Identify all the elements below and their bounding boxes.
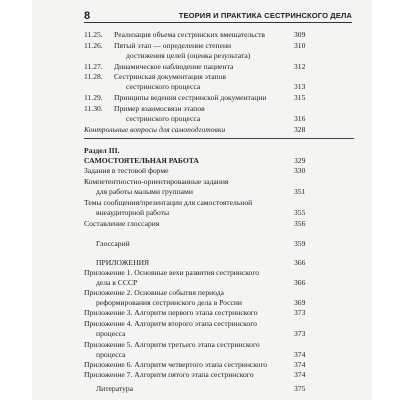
entry-number: 11.27. — [84, 62, 103, 71]
entry-number: 11.30. — [84, 104, 103, 113]
entry-number: 11.25. — [84, 30, 103, 39]
entry-title-cont: дела в СССР — [96, 278, 138, 287]
entry-title-cont: достижения целей (оценка результата) — [126, 51, 251, 60]
page-number: 8 — [84, 10, 91, 22]
entry-title: Пример взаимосвязи этапов — [114, 104, 205, 113]
entry-title: Темы сообщения/презентации для самостоятельной — [84, 198, 253, 207]
entry-title: Приложение 1. Основные вехи развития сестринского — [84, 268, 260, 277]
entry-page: 369 — [294, 298, 306, 307]
entry-page: 373 — [294, 308, 306, 317]
appendix-title: ПРИЛОЖЕНИЯ — [96, 258, 150, 267]
entry-title: Приложение 6. Алгоритм четвертого этапа сестринского — [84, 360, 268, 369]
entry-page: 329 — [294, 156, 306, 165]
entry-title: Реализация объема сестринских вмешательств — [114, 30, 265, 39]
entry-page: 366 — [294, 278, 306, 287]
entry-number: 11.26. — [84, 41, 103, 50]
entry-title-cont: для работы малыми группами — [96, 187, 193, 196]
entry-title: Контрольные вопросы для самоподготовки — [84, 125, 226, 134]
entry-title: Динамическое наблюдение пациента — [114, 62, 234, 71]
entry-page: 316 — [294, 114, 306, 123]
entry-page: 356 — [294, 219, 306, 228]
entry-title: Литература — [96, 384, 134, 393]
entry-title: Приложение 4. Алгоритм второго этапа сестринского — [84, 319, 257, 328]
entry-title: Компетентностно-ориентированные задания — [84, 177, 229, 186]
entry-title: Приложение 7. Алгоритм пятого этапа сестринского — [84, 370, 254, 379]
entry-page: 310 — [294, 41, 306, 50]
entry-page: 312 — [294, 62, 306, 71]
entry-page: 315 — [294, 93, 306, 102]
section-label: Раздел III. — [84, 146, 120, 155]
entry-title: Глоссарий — [96, 239, 130, 248]
book-page — [32, 0, 372, 400]
entry-page: 366 — [294, 258, 306, 267]
entry-title: Приложение 3. Алгоритм первого этапа сестринского — [84, 308, 258, 317]
entry-title-cont: процесса — [96, 350, 126, 359]
running-title: ТЕОРИЯ И ПРАКТИКА СЕСТРИНСКОГО ДЕЛА — [178, 11, 352, 20]
section-title: САМОСТОЯТЕЛЬНАЯ РАБОТА — [84, 156, 199, 165]
entry-page: 359 — [294, 239, 306, 248]
entry-title-cont: сестринского процесса — [126, 82, 201, 91]
entry-page: 374 — [294, 370, 306, 379]
entry-page: 374 — [294, 360, 306, 369]
entry-page: 375 — [294, 384, 306, 393]
entry-number: 11.29. — [84, 93, 103, 102]
entry-title: Сестринская документация этапов — [114, 72, 226, 81]
entry-title-cont: реформирования сестринского дела в России — [96, 298, 242, 307]
page-header — [84, 6, 352, 23]
entry-title-cont: внеаудиторной работы — [96, 208, 170, 217]
entry-title-cont: сестринского процесса — [126, 114, 201, 123]
entry-number: 11.28. — [84, 72, 103, 81]
entry-page: 374 — [294, 350, 306, 359]
entry-title: Принципы ведения сестринской документации — [114, 93, 267, 102]
entry-page: 328 — [294, 125, 306, 134]
entry-page: 355 — [294, 208, 306, 217]
entry-title: Составление глоссария — [84, 219, 160, 228]
section-divider — [84, 138, 354, 139]
entry-page: 309 — [294, 30, 306, 39]
entry-title: Задания в тестовой форме — [84, 166, 169, 175]
entry-title: Пятый этап — определение степени — [114, 41, 232, 50]
entry-page: 313 — [294, 82, 306, 91]
entry-title-cont: процесса — [96, 329, 126, 338]
entry-page: 373 — [294, 329, 306, 338]
entry-title: Приложение 2. Основные события периода — [84, 288, 224, 297]
entry-page: 351 — [294, 187, 306, 196]
entry-page: 330 — [294, 166, 306, 175]
entry-title: Приложение 5. Алгоритм третьего этапа сестринского — [84, 340, 260, 349]
